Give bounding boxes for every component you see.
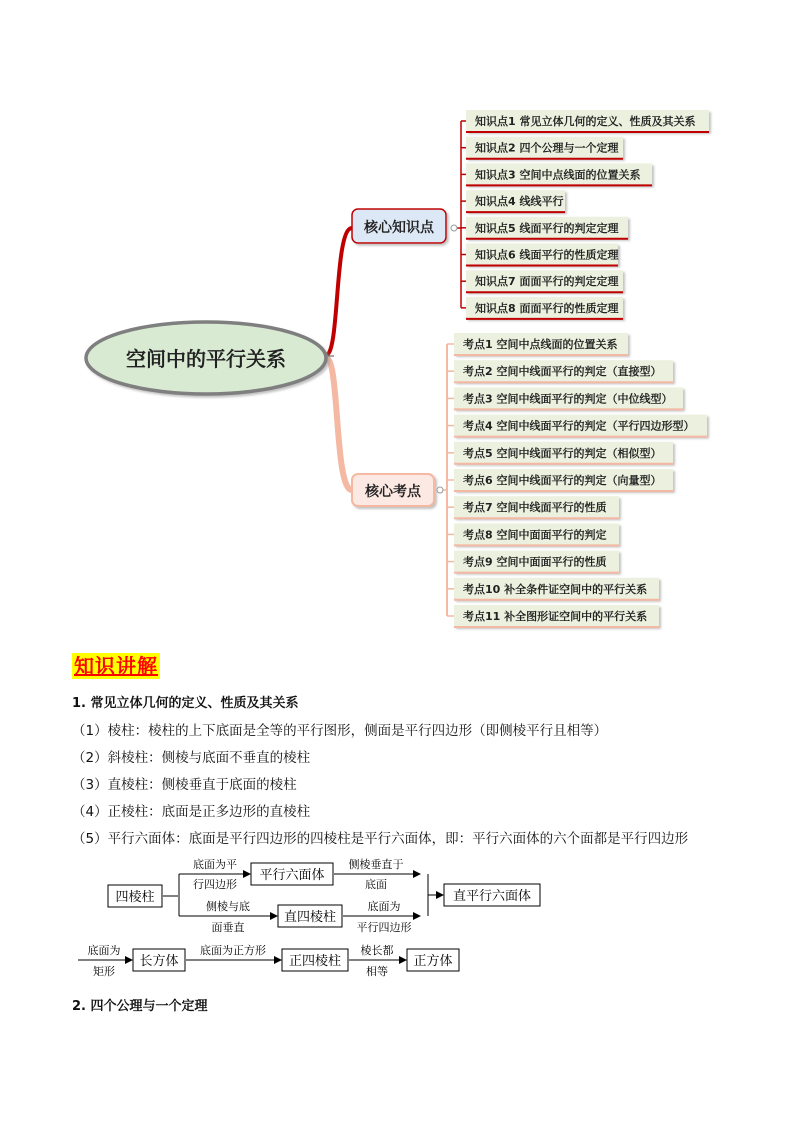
branch-label-knowledge: 核心知识点	[364, 220, 434, 236]
item-label: 知识点3 空间中点线面的位置关系	[475, 168, 641, 182]
item-label: 考点10 补全条件证空间中的平行关系	[463, 582, 648, 596]
definition-item-5: （5）平行六面体：底面是平行四边形的四棱柱是平行六面体，即：平行六面体的六个面都是平行四边形	[72, 831, 689, 847]
definition-item-1: （1）棱柱：棱柱的上下底面是全等的平行图形，侧面是平行四边形（即侧棱平行且相等）	[72, 723, 608, 739]
arrow-label-e-top: 底面为	[87, 944, 121, 957]
item-label: 考点4 空间中线面平行的判定（平行四边形型）	[463, 419, 695, 433]
item-label: 考点7 空间中线面平行的性质	[463, 501, 607, 515]
box-zhengfang-label: 正方体	[413, 954, 453, 969]
section-heading: 知识讲解	[74, 654, 158, 678]
section2-title: 2. 四个公理与一个定理	[72, 999, 208, 1014]
item-label: 知识点5 线面平行的判定定理	[475, 221, 619, 235]
branch-label-exam: 核心考点	[365, 484, 421, 500]
item-label: 考点6 空间中线面平行的判定（向量型）	[463, 474, 662, 487]
item-label: 考点9 空间中面面平行的性质	[463, 555, 607, 569]
arrow-label-g-top: 棱长都	[360, 944, 394, 957]
arrow-label-b-top: 侧棱垂直于	[348, 858, 404, 871]
item-label: 知识点6 线面平行的性质定理	[475, 248, 619, 262]
arrow-label-c-top: 侧棱与底	[206, 900, 250, 913]
item-label: 知识点8 面面平行的性质定理	[475, 301, 619, 315]
item-label: 知识点2 四个公理与一个定理	[475, 141, 619, 155]
arrow-label-b-bottom: 底面	[365, 878, 387, 891]
arrow-label-d-bottom: 平行四边形	[356, 921, 412, 934]
arrow-label-g-bottom: 相等	[366, 965, 388, 978]
item-label: 考点1 空间中点线面的位置关系	[463, 338, 618, 351]
arrow-label-f-top: 底面为正方形	[200, 944, 266, 957]
item-label: 考点3 空间中线面平行的判定（中位线型）	[463, 392, 673, 406]
item-label: 知识点7 面面平行的判定定理	[475, 275, 619, 289]
root-label: 空间中的平行关系	[126, 347, 286, 371]
item-label: 考点2 空间中线面平行的判定（直接型）	[463, 365, 662, 379]
definition-item-4: （4）正棱柱：底面是正多边形的直棱柱	[72, 804, 311, 820]
box-changfang-label: 长方体	[139, 954, 179, 969]
item-label: 知识点4 线线平行	[475, 195, 564, 209]
section1-title: 1. 常见立体几何的定义、性质及其关系	[72, 696, 299, 711]
arrow-label-e-bottom: 矩形	[93, 965, 115, 978]
item-label: 考点8 空间中面面平行的判定	[463, 528, 607, 542]
box-zhisiling-label: 直四棱柱	[283, 910, 337, 925]
arrow-label-c-bottom: 面垂直	[211, 921, 245, 934]
arrow-label-a-bottom: 行四边形	[193, 878, 237, 891]
box-zhipingxing-label: 直平行六面体	[452, 889, 532, 904]
box-siling-label: 四棱柱	[115, 890, 155, 905]
item-label: 考点5 空间中线面平行的判定（相似型）	[463, 446, 662, 460]
item-label: 考点11 补全图形证空间中的平行关系	[463, 610, 648, 623]
item-label: 知识点1 常见立体几何的定义、性质及其关系	[475, 115, 696, 128]
box-pingxing-label: 平行六面体	[259, 868, 325, 883]
arrow-label-d-top: 底面为	[367, 900, 401, 913]
arrow-label-a-top: 底面为平	[193, 858, 237, 871]
definition-item-3: （3）直棱柱：侧棱垂直于底面的棱柱	[72, 777, 297, 793]
box-zhengsiling-label: 正四棱柱	[288, 954, 342, 969]
definition-item-2: （2）斜棱柱：侧棱与底面不垂直的棱柱	[72, 750, 311, 766]
